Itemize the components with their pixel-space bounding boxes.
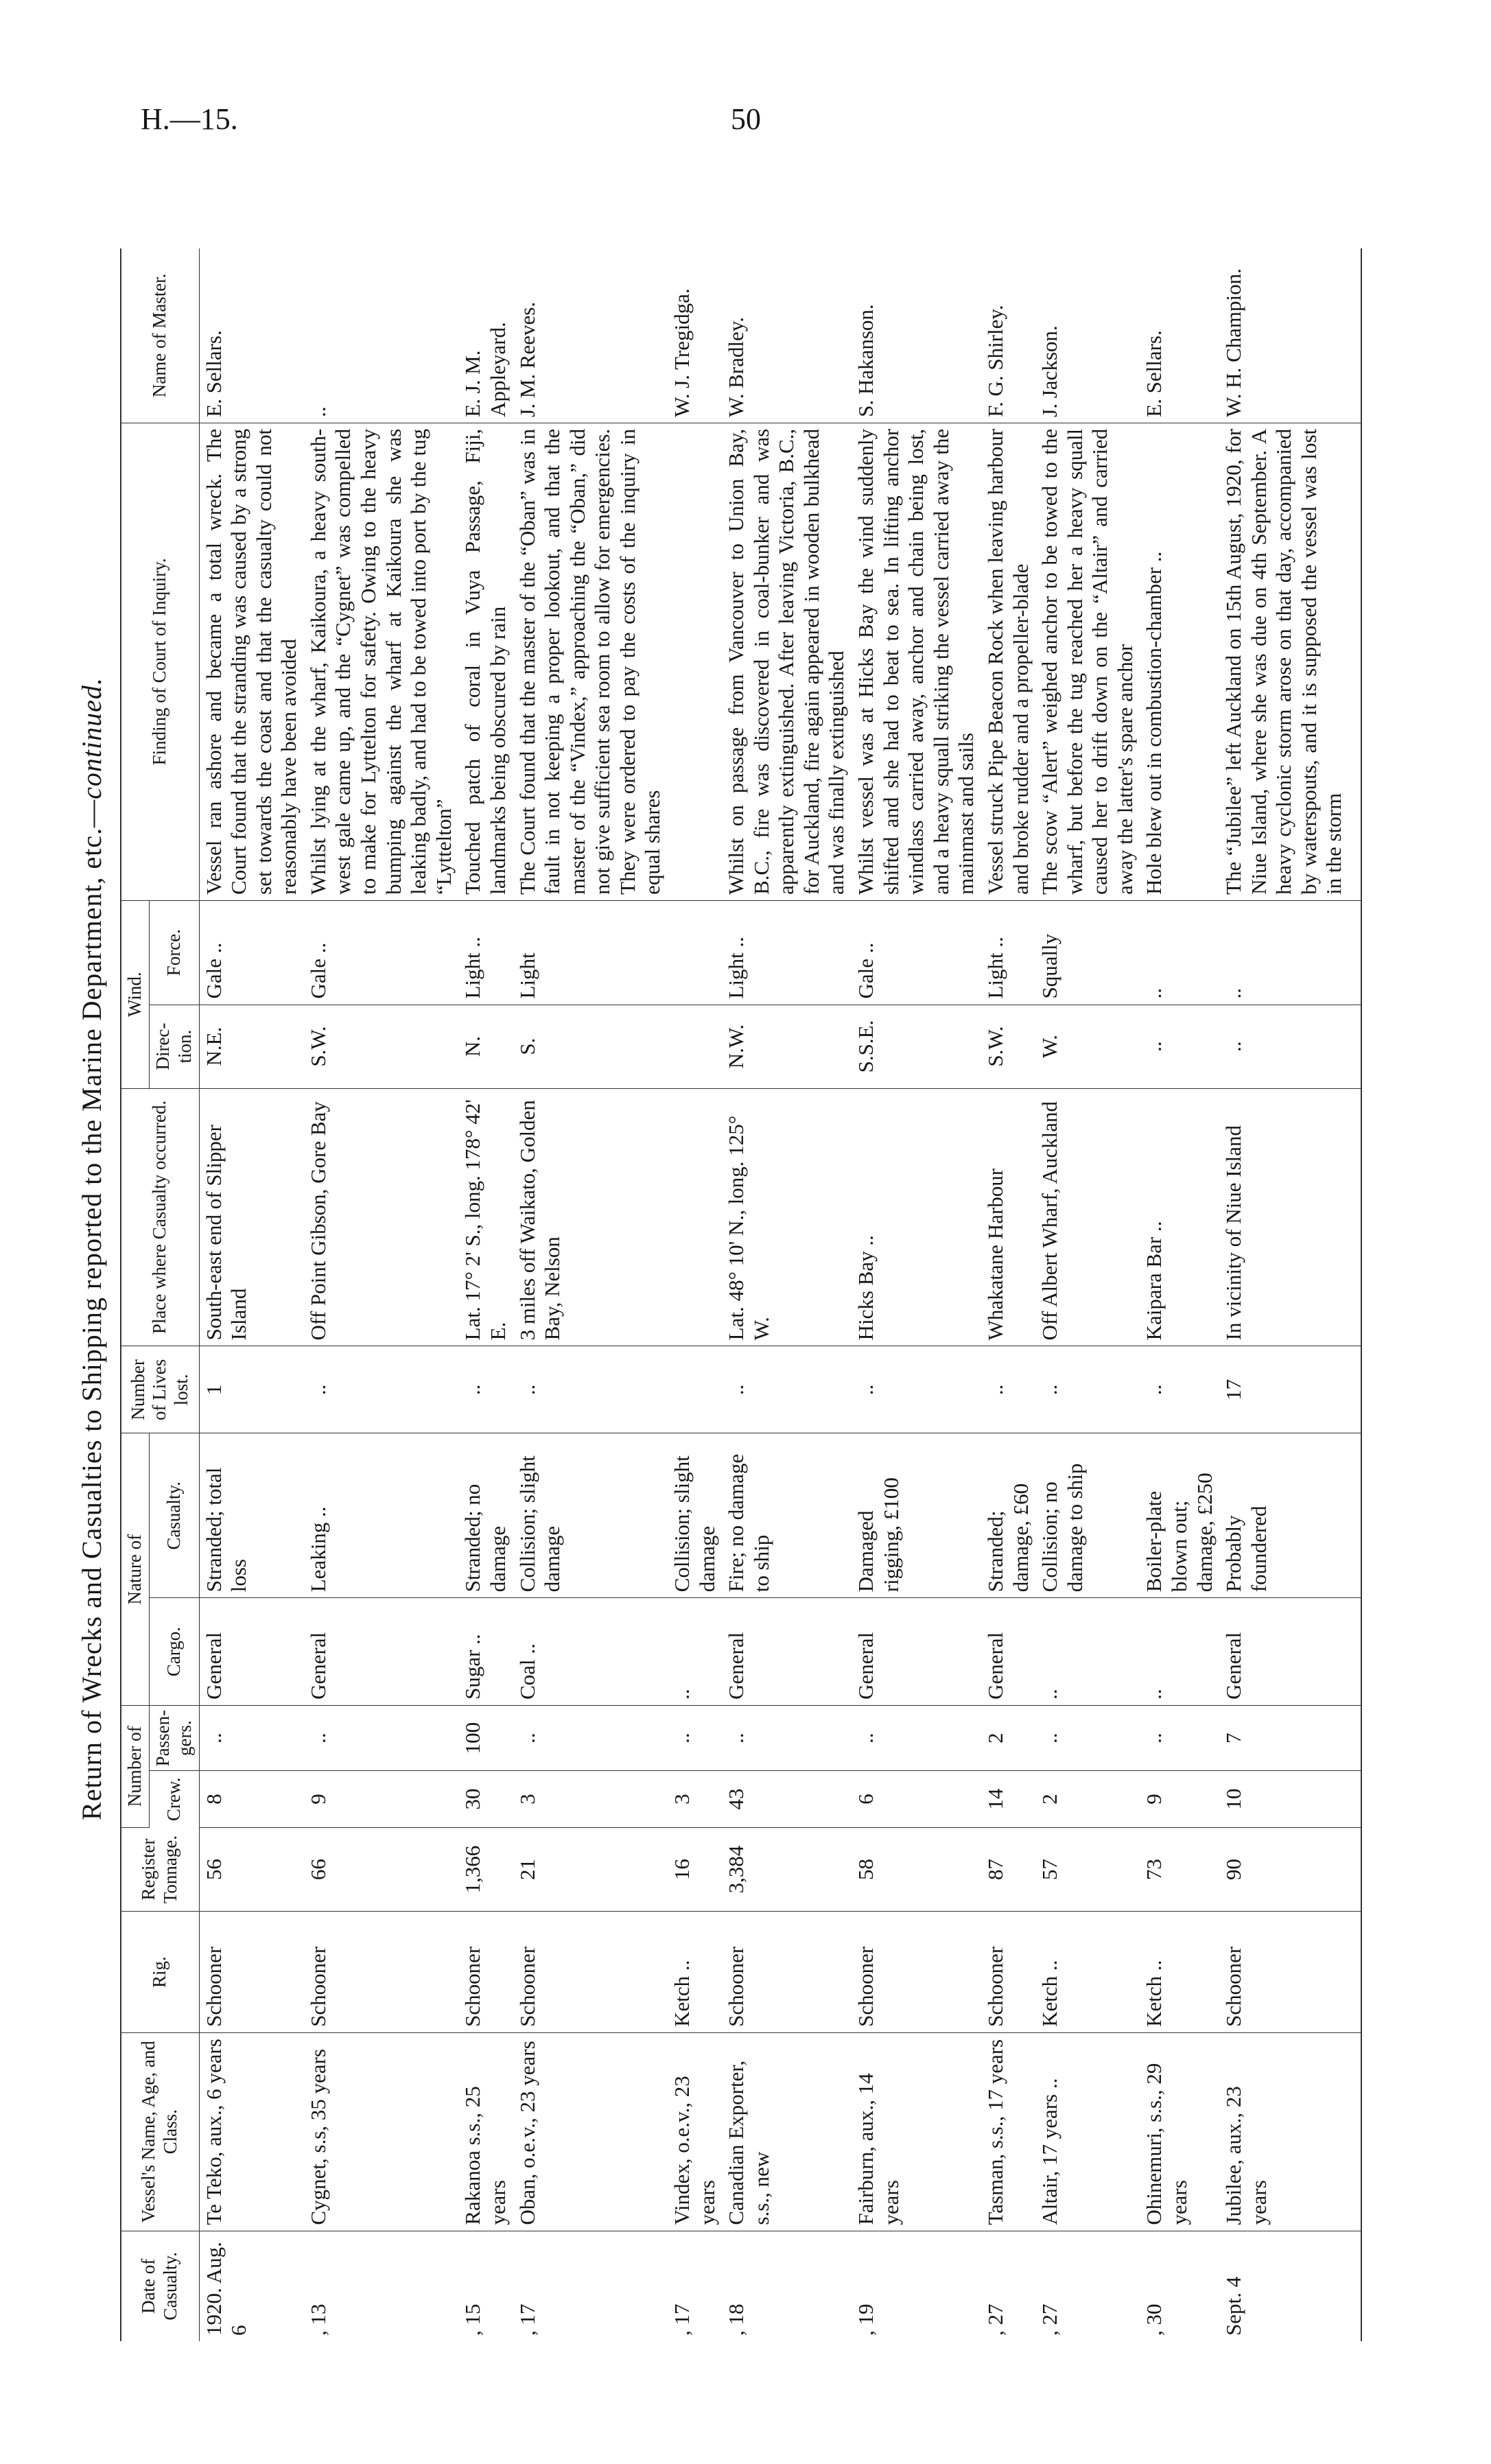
- cell-casualty: Boiler-plate blown out; damage, £250: [1140, 1433, 1219, 1598]
- cell-wind-direction: S.: [513, 1005, 668, 1088]
- cell-date: , 27: [983, 2303, 1007, 2336]
- cell-vessel: Fairburn, aux., 14 years: [852, 2032, 981, 2231]
- cell-master: F. G. Shirley.: [981, 248, 1035, 423]
- cell-crew: 3: [513, 1771, 668, 1827]
- cell-crew: 9: [304, 1771, 458, 1827]
- col-passengers: Passen-gers.: [149, 1705, 199, 1771]
- cell-rig: Schooner: [304, 1912, 458, 2033]
- cell-wind-direction: S.W.: [304, 1005, 458, 1088]
- cell-vessel: Oban, o.e.v., 23 years: [513, 2032, 668, 2231]
- cell-master: S. Hakanson.: [852, 248, 981, 423]
- cell-crew: 14: [981, 1771, 1035, 1827]
- cell-vessel: Tasman, s.s., 17 years: [981, 2032, 1035, 2231]
- page-number: 50: [731, 102, 761, 136]
- table-row: [668, 248, 722, 2341]
- cell-tonnage: 73: [1140, 1827, 1219, 1912]
- cell-wind-force: ..: [1140, 900, 1219, 1005]
- cell-cargo: Coal ..: [513, 1598, 668, 1706]
- cell-wind-force: Squally: [1035, 900, 1140, 1005]
- cell-wind-force: ..: [1219, 900, 1361, 1005]
- cell-lives-lost: [668, 1346, 722, 1433]
- cell-wind-direction: ..: [1219, 1005, 1361, 1088]
- cell-date: , 17: [669, 2303, 694, 2336]
- cell-wind-force: Light ..: [981, 900, 1035, 1005]
- cell-master: E. J. M. Appleyard.: [458, 248, 513, 423]
- cell-lives-lost: ..: [513, 1346, 668, 1433]
- cell-casualty: Damaged rigging, £100: [852, 1433, 981, 1598]
- cell-crew: 43: [722, 1771, 852, 1827]
- cell-place: Off Point Gibson, Gore Bay: [304, 1088, 458, 1346]
- table-title: [75, 288, 108, 2209]
- cell-passengers: ..: [668, 1705, 722, 1771]
- cell-crew: 8: [199, 1771, 304, 1827]
- cell-finding: Hole blew out in combustion-chamber ..: [1140, 423, 1219, 900]
- table-title-suffix: continued.: [76, 677, 107, 799]
- table-row: [199, 248, 304, 2341]
- cell-tonnage: 66: [304, 1827, 458, 1912]
- cell-date: , 17: [515, 2303, 539, 2336]
- cell-place: Whakatane Harbour: [981, 1088, 1035, 1346]
- cell-crew: 3: [668, 1771, 722, 1827]
- cell-rig: Schooner: [458, 1912, 513, 2033]
- cell-rig: Schooner: [852, 1912, 981, 2033]
- cell-vessel: Ohinemuri, s.s., 29 years: [1140, 2032, 1219, 2231]
- cell-passengers: 7: [1219, 1705, 1361, 1771]
- cell-rig: Ketch ..: [1035, 1912, 1140, 2033]
- cell-tonnage: 16: [668, 1827, 722, 1912]
- cell-vessel: Cygnet, s.s, 35 years: [304, 2032, 458, 2231]
- cell-casualty: Stranded; no damage: [458, 1433, 513, 1598]
- cell-date: , 13: [305, 2303, 330, 2336]
- table-row: [722, 248, 852, 2341]
- cell-vessel: Altair, 17 years ..: [1035, 2032, 1140, 2231]
- casualty-table: [120, 248, 1362, 2341]
- cell-cargo: ..: [1140, 1598, 1219, 1706]
- cell-tonnage: 87: [981, 1827, 1035, 1912]
- col-cargo: Cargo.: [149, 1598, 199, 1706]
- cell-master: ..: [304, 248, 458, 423]
- cell-date: , 18: [724, 2303, 749, 2336]
- cell-wind-direction: [668, 1005, 722, 1088]
- col-lives-lost: Number of Lives lost.: [121, 1346, 199, 1433]
- col-number-of: Number of: [121, 1705, 149, 1827]
- cell-cargo: General: [199, 1598, 304, 1706]
- cell-casualty: Collision; no damage to ship: [1035, 1433, 1140, 1598]
- cell-casualty: Probably foundered: [1219, 1433, 1361, 1598]
- cell-passengers: 2: [981, 1705, 1035, 1771]
- cell-master: E. Sellars.: [1140, 248, 1219, 423]
- cell-cargo: General: [981, 1598, 1035, 1706]
- table-row: [304, 248, 458, 2341]
- col-rig: Rig.: [121, 1912, 199, 2033]
- cell-wind-direction: W.: [1035, 1005, 1140, 1088]
- cell-wind-force: Light ..: [722, 900, 852, 1005]
- cell-date: , 30: [1142, 2303, 1166, 2336]
- cell-wind-direction: N.: [458, 1005, 513, 1088]
- cell-date: , 19: [854, 2303, 878, 2336]
- cell-finding: Vessel ran ashore and became a total wreck. The Court found that the stranding was caused by a strong set towards the coast and that the casualty could not reasonably have been avoided: [199, 423, 304, 900]
- cell-master: W. J. Tregidga.: [668, 248, 722, 423]
- col-place: Place where Casualty occurred.: [121, 1088, 199, 1346]
- cell-tonnage: 57: [1035, 1827, 1140, 1912]
- document-code: H.—15.: [141, 102, 238, 136]
- cell-passengers: 100: [458, 1705, 513, 1771]
- cell-crew: 9: [1140, 1771, 1219, 1827]
- cell-finding: Whilst lying at the wharf, Kaikoura, a heavy south-west gale came up, and the “Cygnet” was compelled to make for Lyttelton for safety. Owing to the heavy bumping against the wharf at Kaikoura she was leaking badly, and had to be towed into port by the tug “Lyttelton”: [304, 423, 458, 900]
- cell-rig: Ketch ..: [1140, 1912, 1219, 2033]
- cell-tonnage: 90: [1219, 1827, 1361, 1912]
- cell-date: Sept. 4: [1219, 2231, 1361, 2341]
- cell-tonnage: 58: [852, 1827, 981, 1912]
- cell-wind-force: Gale ..: [304, 900, 458, 1005]
- cell-casualty: Collision; slight damage: [668, 1433, 722, 1598]
- cell-rig: Schooner: [722, 1912, 852, 2033]
- table-row: [1219, 248, 1361, 2341]
- cell-cargo: General: [304, 1598, 458, 1706]
- cell-place: In vicinity of Niue Island: [1219, 1088, 1361, 1346]
- col-vessel: Vessel's Name, Age, and Class.: [121, 2032, 199, 2231]
- cell-finding: Whilst on passage from Vancouver to Union Bay, B.C., fire was discovered in coal-bunker and was apparently extinguished. After leaving Victoria, B.C., for Auckland, fire again appeared in wooden bulkhead and was finally extinguished: [722, 423, 852, 900]
- cell-lives-lost: ..: [852, 1346, 981, 1433]
- cell-passengers: ..: [1140, 1705, 1219, 1771]
- cell-date: 1920. Aug. 6: [201, 2242, 251, 2336]
- cell-vessel: Jubilee, aux., 23 years: [1219, 2032, 1361, 2231]
- cell-tonnage: 1,366: [458, 1827, 513, 1912]
- col-master: Name of Master.: [121, 248, 199, 423]
- table-row: [852, 248, 981, 2341]
- cell-casualty: Fire; no damage to ship: [722, 1433, 852, 1598]
- cell-cargo: ..: [668, 1598, 722, 1706]
- table-row: [981, 248, 1035, 2341]
- cell-place: Lat. 48° 10' N., long. 125° W.: [722, 1088, 852, 1346]
- cell-rig: Ketch ..: [668, 1912, 722, 2033]
- cell-place: Hicks Bay ..: [852, 1088, 981, 1346]
- col-finding: Finding of Court of Inquiry.: [121, 423, 199, 900]
- cell-lives-lost: ..: [1035, 1346, 1140, 1433]
- cell-master: E. Sellars.: [199, 248, 304, 423]
- cell-lives-lost: 17: [1219, 1346, 1361, 1433]
- cell-passengers: ..: [722, 1705, 852, 1771]
- cell-master: J. M. Reeves.: [513, 248, 668, 423]
- cell-crew: 6: [852, 1771, 981, 1827]
- table-row: [1140, 248, 1219, 2341]
- cell-lives-lost: ..: [722, 1346, 852, 1433]
- col-wind: Wind.: [121, 900, 149, 1088]
- cell-master: W. H. Champion.: [1219, 248, 1361, 423]
- cell-master: J. Jackson.: [1035, 248, 1140, 423]
- cell-finding: The “Jubilee” left Auckland on 15th August, 1920, for Niue Island, where she was due on 4th September. A heavy cyclonic storm arose on that day, accompanied by waterspouts, and it is supposed the vessel was lost in the storm: [1219, 423, 1361, 900]
- cell-rig: Schooner: [513, 1912, 668, 2033]
- cell-cargo: ..: [1035, 1598, 1140, 1706]
- table-title-text: Return of Wrecks and Casualties to Shipping reported to the Marine Department, etc.—: [76, 799, 107, 1820]
- cell-lives-lost: ..: [1140, 1346, 1219, 1433]
- cell-passengers: ..: [1035, 1705, 1140, 1771]
- cell-cargo: Sugar ..: [458, 1598, 513, 1706]
- cell-lives-lost: ..: [304, 1346, 458, 1433]
- col-tonnage: Register Tonnage.: [121, 1827, 199, 1912]
- col-crew: Crew.: [149, 1771, 199, 1827]
- cell-rig: Schooner: [199, 1912, 304, 2033]
- cell-place: Lat. 17° 2' S., long. 178° 42' E.: [458, 1088, 513, 1346]
- cell-wind-force: Light ..: [458, 900, 513, 1005]
- cell-rig: Schooner: [981, 1912, 1035, 2033]
- cell-lives-lost: 1: [199, 1346, 304, 1433]
- cell-lives-lost: ..: [458, 1346, 513, 1433]
- cell-tonnage: 21: [513, 1827, 668, 1912]
- cell-vessel: Te Teko, aux., 6 years: [199, 2032, 304, 2231]
- cell-wind-direction: S.W.: [981, 1005, 1035, 1088]
- cell-master: W. Bradley.: [722, 248, 852, 423]
- cell-cargo: General: [852, 1598, 981, 1706]
- cell-cargo: General: [1219, 1598, 1361, 1706]
- cell-place: 3 miles off Waikato, Golden Bay, Nelson: [513, 1088, 668, 1346]
- cell-cargo: General: [722, 1598, 852, 1706]
- cell-passengers: ..: [852, 1705, 981, 1771]
- cell-place: [668, 1088, 722, 1346]
- cell-place: South-east end of Slipper Island: [199, 1088, 304, 1346]
- cell-wind-direction: S.S.E.: [852, 1005, 981, 1088]
- table-body: [199, 248, 1361, 2341]
- cell-crew: 10: [1219, 1771, 1361, 1827]
- cell-crew: 2: [1035, 1771, 1140, 1827]
- col-nature-of: Nature of: [121, 1433, 149, 1705]
- cell-date: , 27: [1037, 2303, 1062, 2336]
- col-casualty: Casualty.: [149, 1433, 199, 1598]
- cell-finding: Vessel struck Pipe Beacon Rock when leaving harbour and broke rudder and a propeller-blade: [981, 423, 1035, 900]
- cell-date: , 15: [460, 2303, 485, 2336]
- cell-place: Kaipara Bar ..: [1140, 1088, 1219, 1346]
- cell-wind-force: Light: [513, 900, 668, 1005]
- cell-finding: [668, 423, 722, 900]
- cell-vessel: Rakanoa s.s., 25 years: [458, 2032, 513, 2231]
- col-wind-force: Force.: [149, 900, 199, 1005]
- cell-crew: 30: [458, 1771, 513, 1827]
- cell-passengers: ..: [513, 1705, 668, 1771]
- cell-wind-force: Gale ..: [199, 900, 304, 1005]
- cell-casualty: Stranded; total loss: [199, 1433, 304, 1598]
- cell-casualty: Collision; slight damage: [513, 1433, 668, 1598]
- cell-place: Off Albert Wharf, Auckland: [1035, 1088, 1140, 1346]
- table-row: [513, 248, 668, 2341]
- cell-wind-force: [668, 900, 722, 1005]
- cell-wind-direction: N.E.: [199, 1005, 304, 1088]
- table-row: [1035, 248, 1140, 2341]
- cell-passengers: ..: [304, 1705, 458, 1771]
- cell-finding: Whilst vessel was at Hicks Bay the wind suddenly shifted and she had to beat to sea. In lifting anchor windlass carried away, anchor and chain being lost, and a heavy squall striking the vessel carried away the mainmast and sails: [852, 423, 981, 900]
- cell-finding: The Court found that the master of the “Oban” was in fault in not keeping a proper lookout, and that the master of the “Vindex,” approaching the “Oban,” did not give sufficient sea room to allow for emergencies. They were ordered to pay the costs of the inquiry in equal shares: [513, 423, 668, 900]
- cell-wind-direction: ..: [1140, 1005, 1219, 1088]
- cell-casualty: Leaking ..: [304, 1433, 458, 1598]
- cell-finding: Touched patch of coral in Vuya Passage, Fiji, landmarks being obscured by rain: [458, 423, 513, 900]
- cell-wind-force: Gale ..: [852, 900, 981, 1005]
- cell-casualty: Stranded; damage, £60: [981, 1433, 1035, 1598]
- cell-vessel: Canadian Exporter, s.s., new: [722, 2032, 852, 2231]
- rotated-table-region: [0, 137, 1346, 2415]
- col-date: Date of Casualty.: [121, 2231, 199, 2341]
- cell-passengers: ..: [199, 1705, 304, 1771]
- cell-tonnage: 56: [199, 1827, 304, 1912]
- cell-vessel: Vindex, o.e.v., 23 years: [668, 2032, 722, 2231]
- cell-tonnage: 3,384: [722, 1827, 852, 1912]
- col-wind-direction: Direc-tion.: [149, 1005, 199, 1088]
- cell-lives-lost: ..: [981, 1346, 1035, 1433]
- cell-finding: The scow “Alert” weighed anchor to be towed to the wharf, but before the tug reached her a heavy squall caused her to drift down on the “Altair” and carried away the latter's spare anchor: [1035, 423, 1140, 900]
- cell-rig: Schooner: [1219, 1912, 1361, 2033]
- table-row: [458, 248, 513, 2341]
- cell-wind-direction: N.W.: [722, 1005, 852, 1088]
